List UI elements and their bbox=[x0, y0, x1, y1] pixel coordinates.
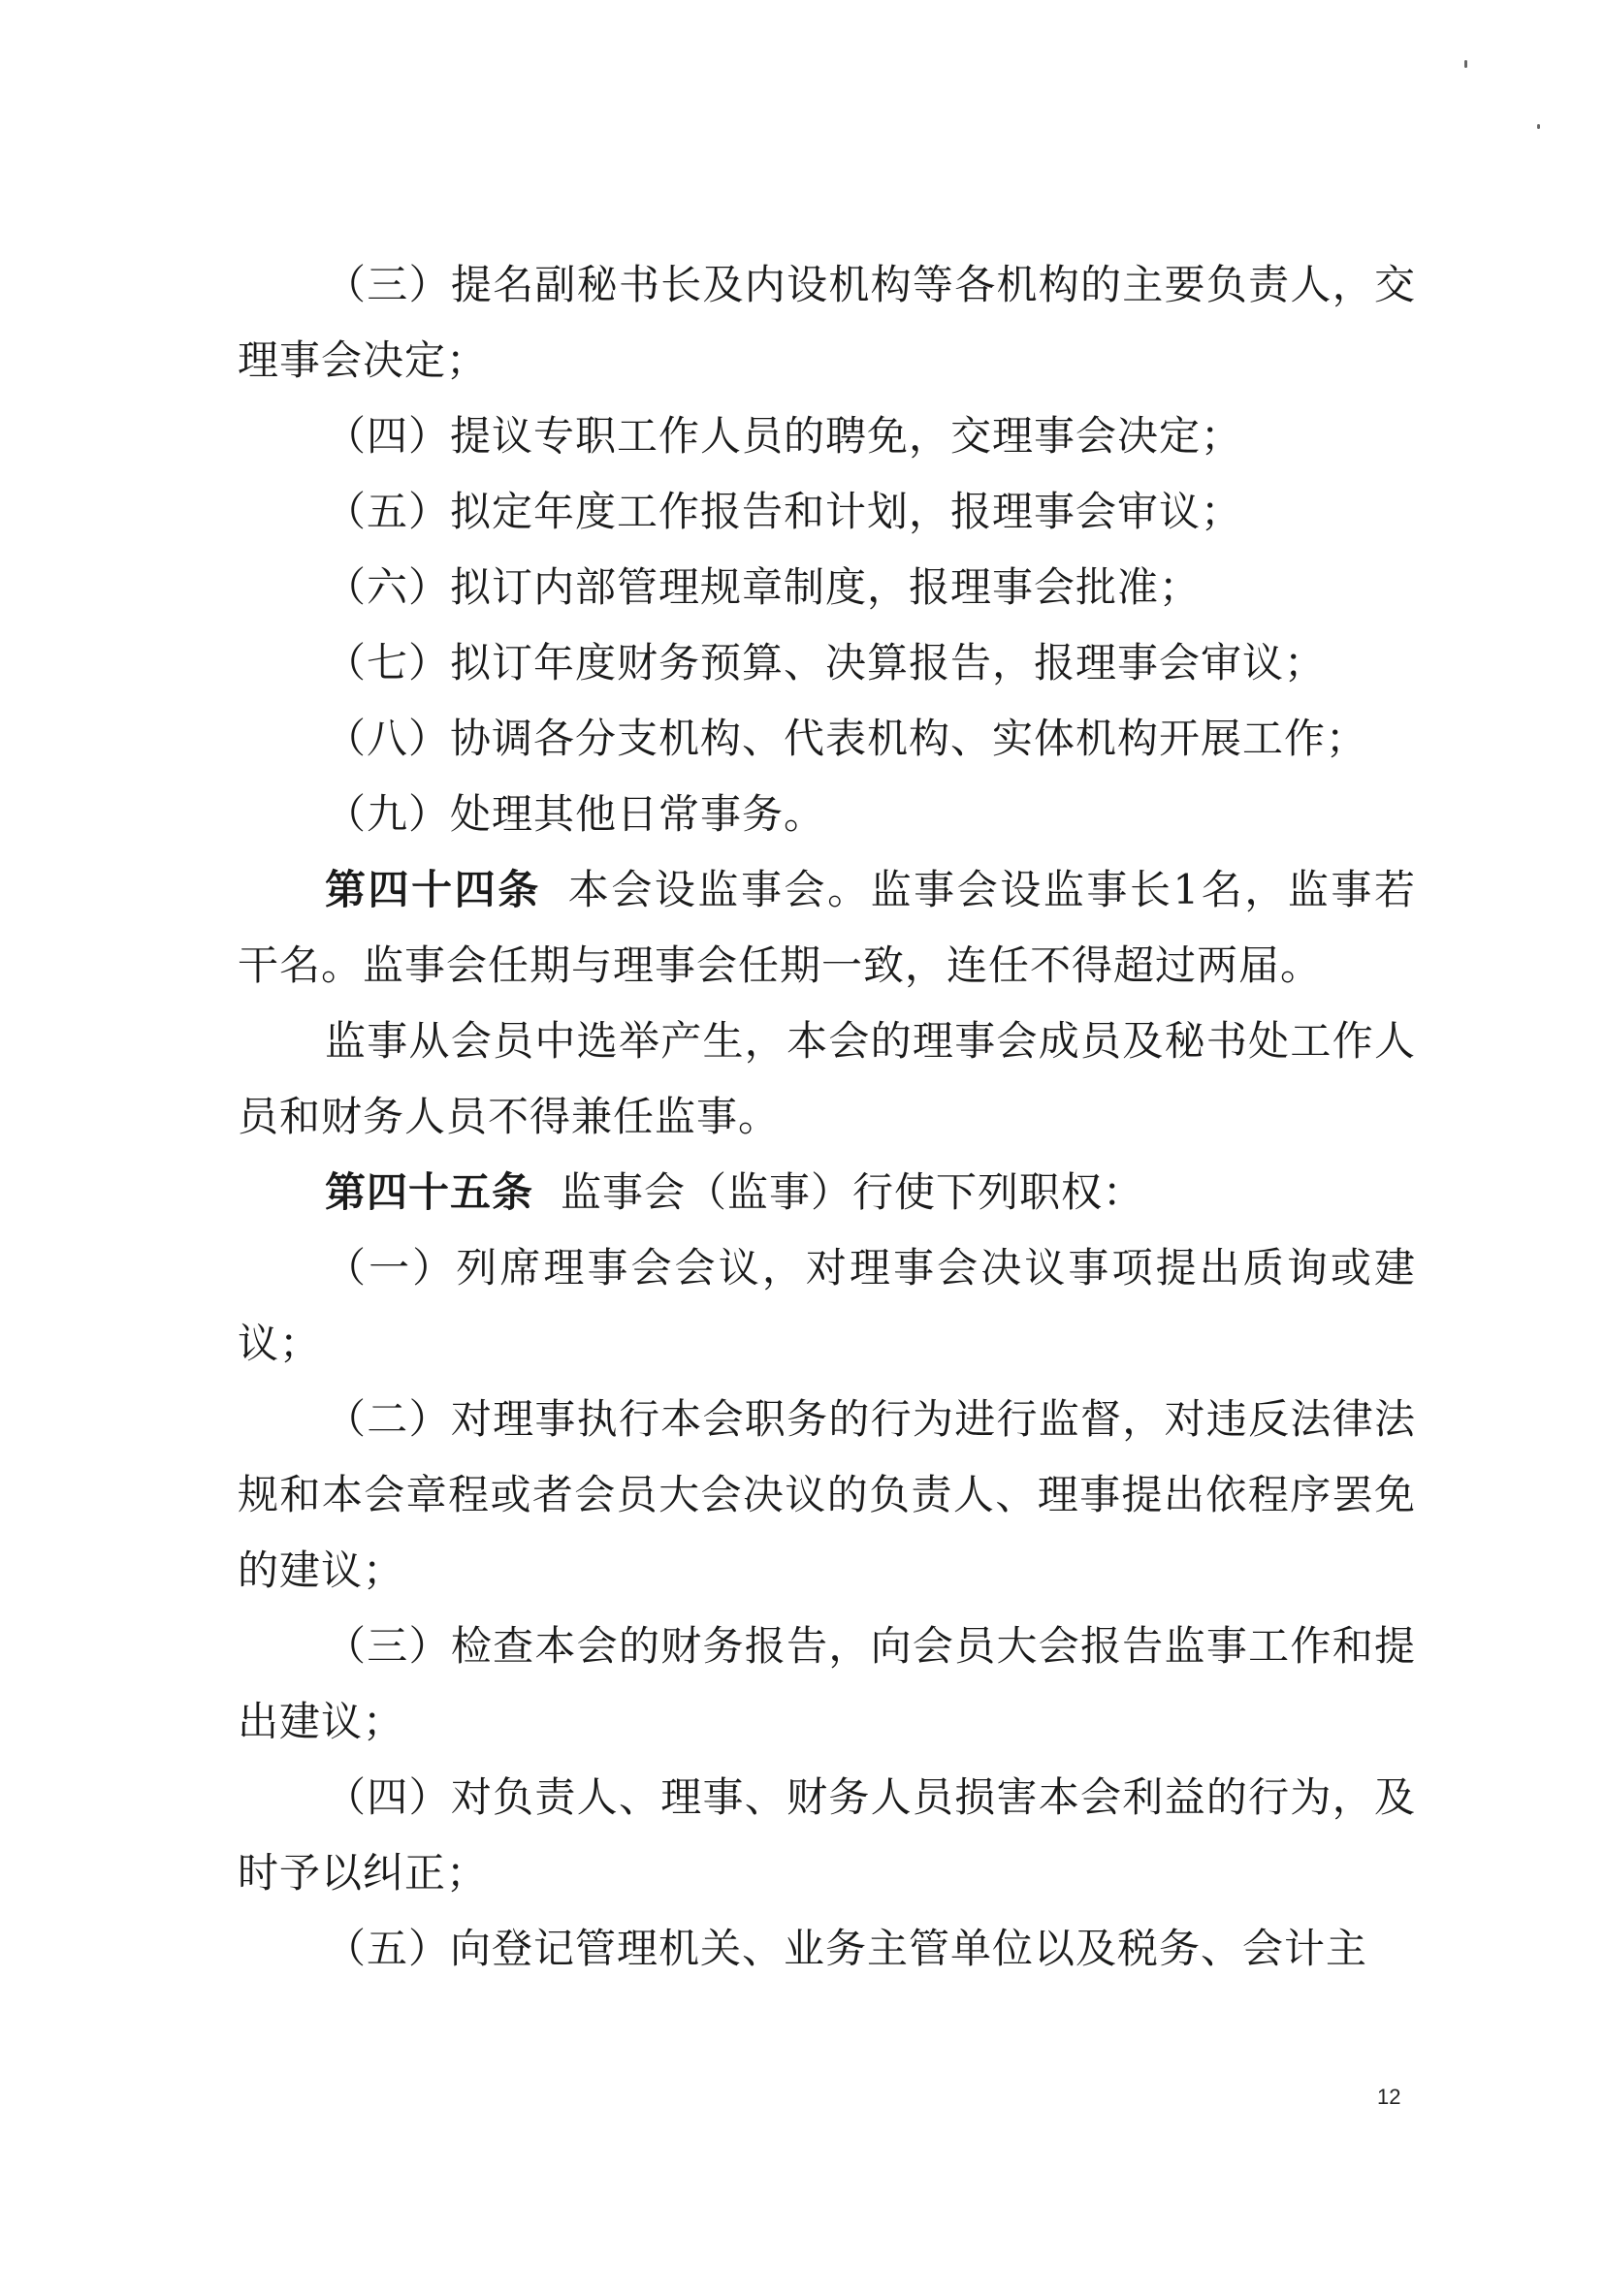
paragraph-text: （一）列席理事会会议，对理事会决议事项提出质询或建议； bbox=[238, 1244, 1416, 1367]
paragraph bbox=[238, 550, 1416, 625]
paragraph-text: （七）拟订年度财务预算、决算报告，报理事会审议； bbox=[325, 639, 1327, 686]
page-number: 12 bbox=[1377, 2085, 1401, 2109]
paragraph-text: （九）处理其他日常事务。 bbox=[325, 790, 826, 838]
paragraph-text: （二）对理事执行本会职务的行为进行监督，对违反法律法规和本会章程或者会员大会决议的负责人、理事提出依程序罢免的建议； bbox=[238, 1395, 1416, 1594]
scan-speck bbox=[1537, 124, 1540, 129]
paragraph-text: （五）拟定年度工作报告和计划，报理事会审议； bbox=[325, 488, 1243, 535]
paragraph bbox=[238, 474, 1416, 550]
paragraph-text: （四）对负责人、理事、财务人员损害本会利益的行为，及时予以纠正； bbox=[238, 1773, 1416, 1897]
paragraph-text: 监事会（监事）行使下列职权： bbox=[561, 1168, 1145, 1216]
paragraph-text: （六）拟订内部管理规章制度，报理事会批准； bbox=[325, 563, 1202, 611]
paragraph-text: 本会设监事会。监事会设监事长1名，监事若干名。监事会任期与理事会任期一致，连任不得超过两届。 bbox=[238, 866, 1416, 989]
paragraph bbox=[238, 777, 1416, 852]
paragraph-text: （五）向登记管理机关、业务主管单位以及税务、会计主 bbox=[325, 1925, 1368, 1972]
paragraph-text: （三）检查本会的财务报告，向会员大会报告监事工作和提出建议； bbox=[238, 1622, 1416, 1745]
paragraph bbox=[238, 701, 1416, 777]
paragraph bbox=[238, 1382, 1416, 1609]
paragraph-text: 监事从会员中选举产生，本会的理事会成员及秘书处工作人员和财务人员不得兼任监事。 bbox=[238, 1017, 1416, 1140]
paragraph bbox=[238, 1004, 1416, 1155]
paragraph bbox=[238, 625, 1416, 701]
paragraph-text: （四）提议专职工作人员的聘免，交理事会决定； bbox=[325, 412, 1243, 460]
paragraph bbox=[238, 852, 1416, 1004]
paragraph bbox=[238, 1911, 1416, 1987]
document-body bbox=[238, 247, 1416, 1987]
scan-speck bbox=[1464, 60, 1467, 68]
paragraph bbox=[238, 247, 1416, 399]
paragraph bbox=[238, 399, 1416, 474]
paragraph bbox=[238, 1155, 1416, 1230]
article-heading: 第四十四条 bbox=[325, 866, 541, 913]
paragraph bbox=[238, 1609, 1416, 1760]
paragraph bbox=[238, 1230, 1416, 1382]
article-heading: 第四十五条 bbox=[325, 1168, 534, 1216]
paragraph-text: （三）提名副秘书长及内设机构等各机构的主要负责人，交理事会决定； bbox=[238, 261, 1416, 384]
paragraph bbox=[238, 1760, 1416, 1911]
paragraph-text: （八）协调各分支机构、代表机构、实体机构开展工作； bbox=[325, 715, 1368, 762]
